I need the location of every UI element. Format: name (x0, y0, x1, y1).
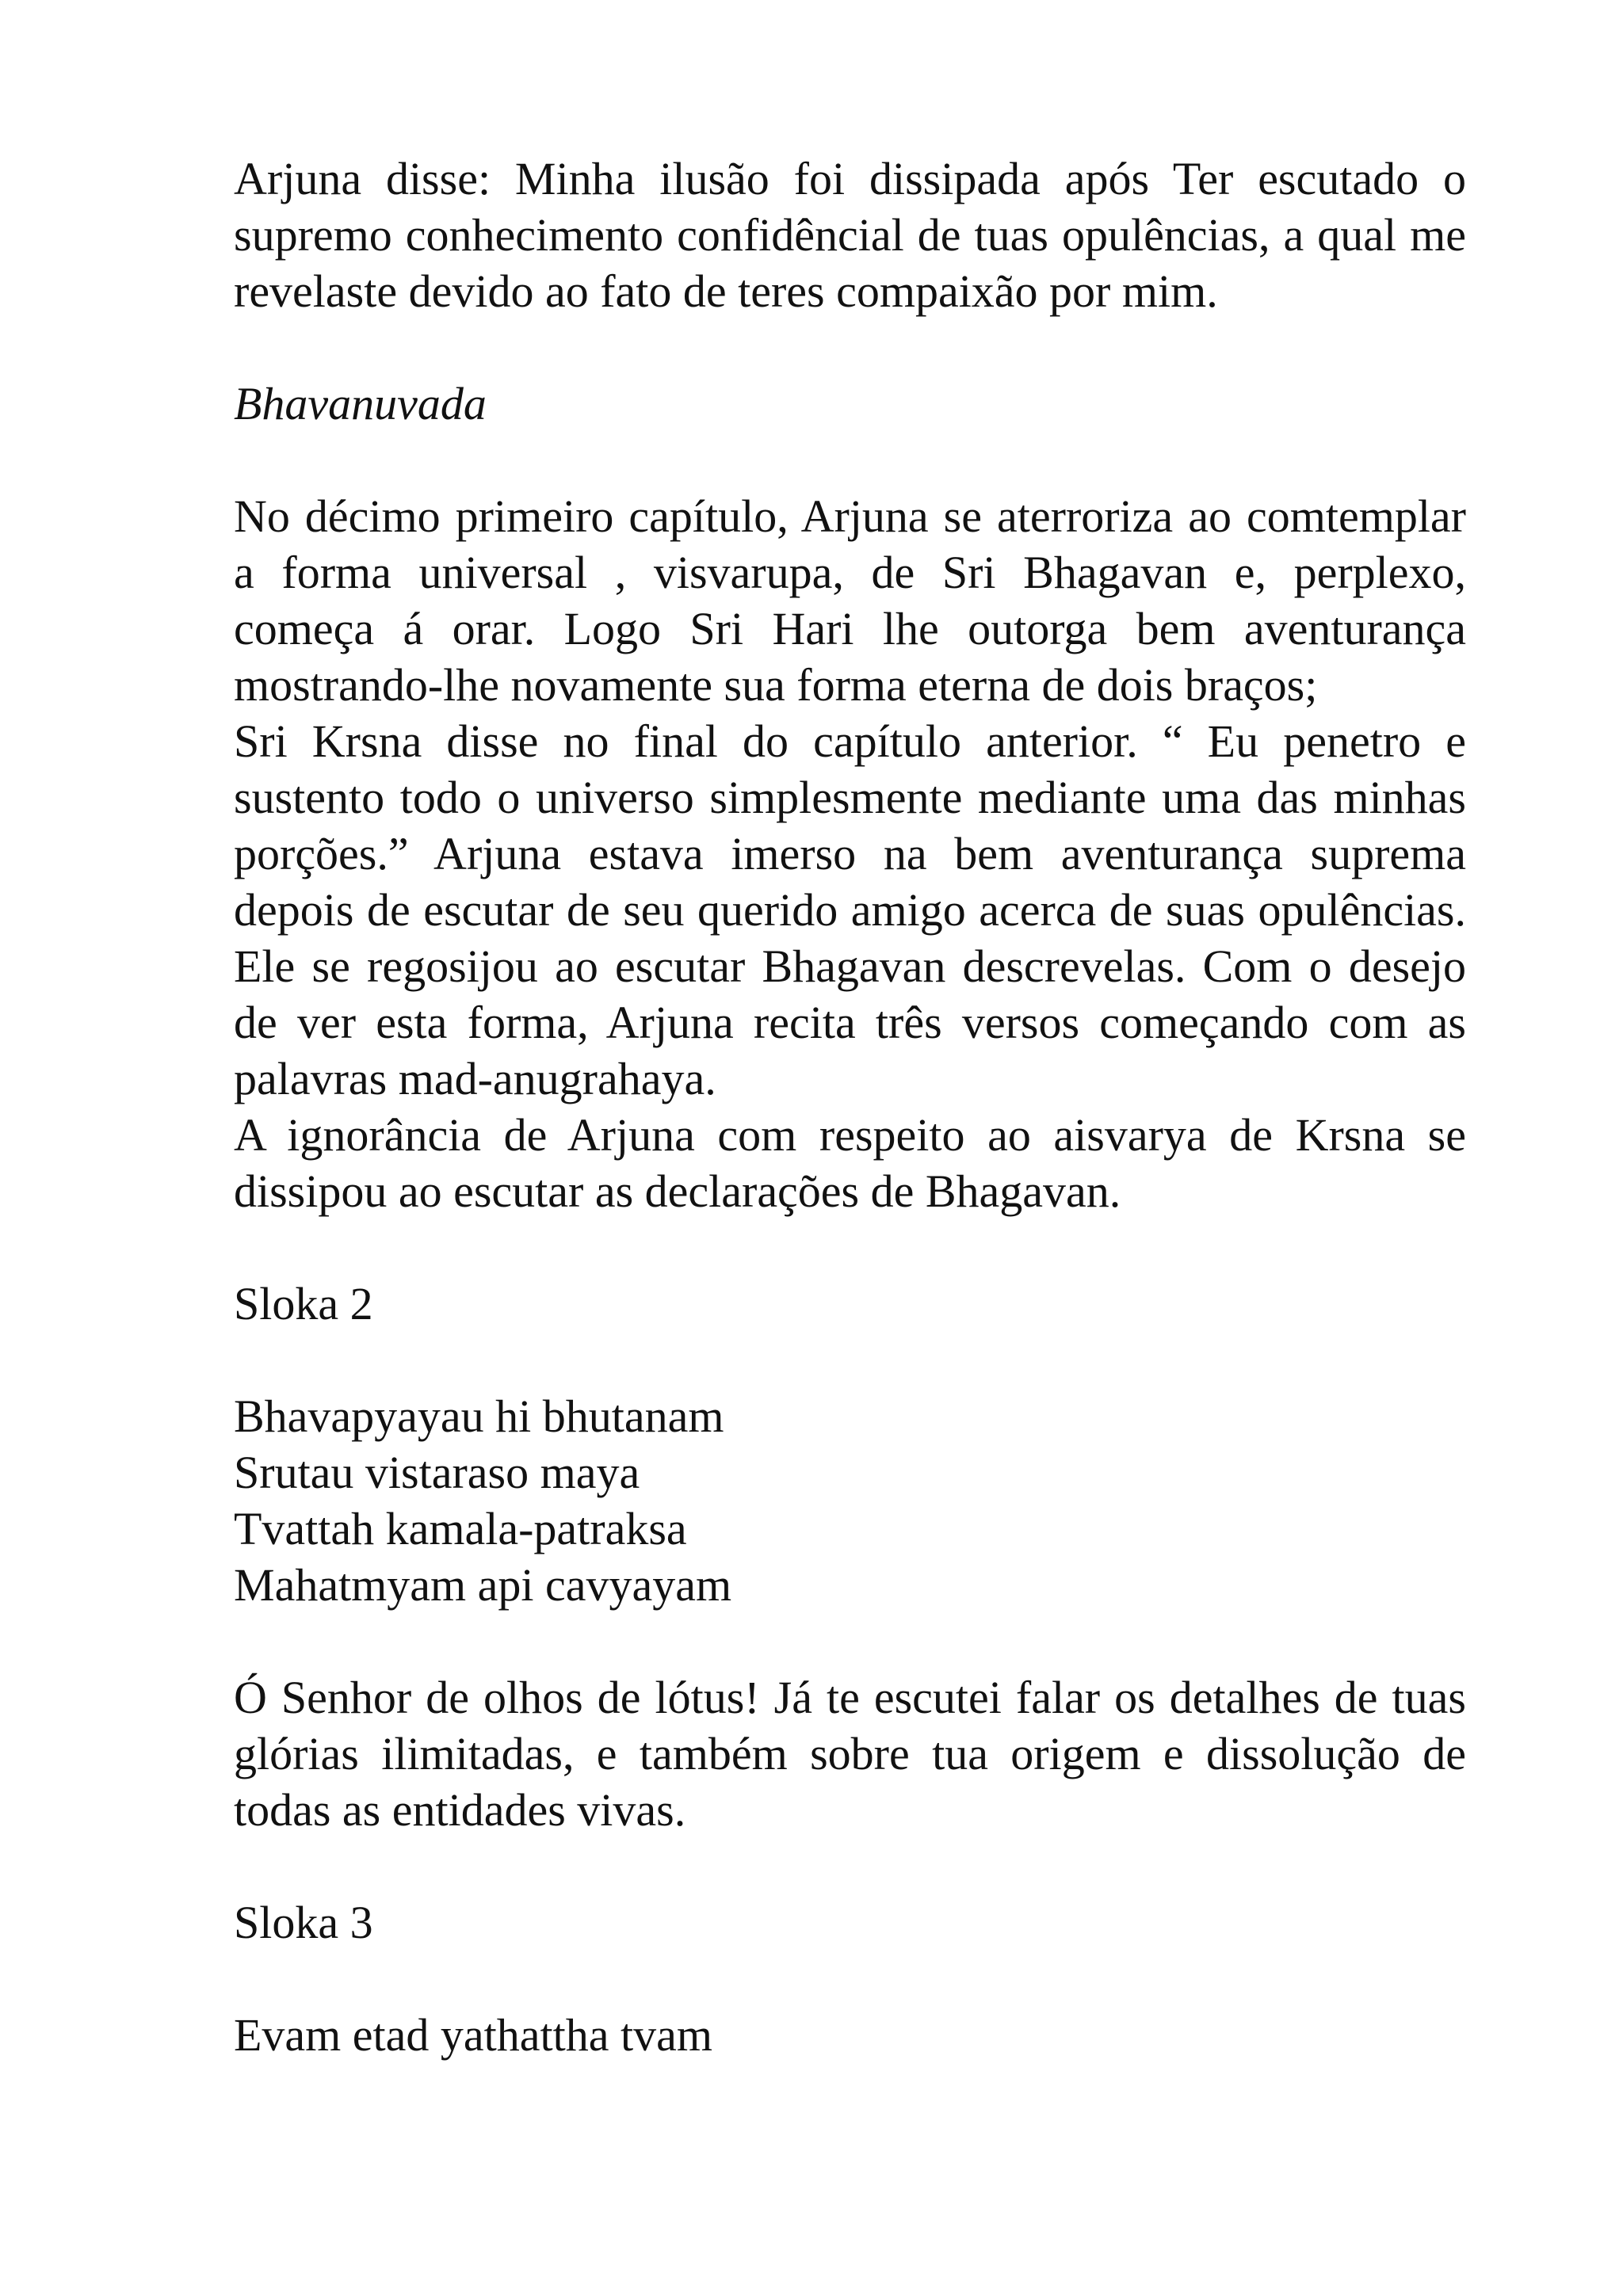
commentary-paragraph-1: No décimo primeiro capítulo, Arjuna se aterroriza ao comtemplar a forma universal , visvarupa, de Sri Bhagavan e, perplexo, começa á orar. Logo Sri Hari lhe outorga bem aventurança mostrando-lhe novamente sua forma eterna de dois braços; (234, 490, 1466, 711)
sloka-2-verse (234, 1388, 1466, 1613)
commentary-heading: Bhavanuvada (234, 378, 487, 429)
intro-paragraph: Arjuna disse: Minha ilusão foi dissipada após Ter escutado o supremo conhecimento confidêncial de tuas opulências, a qual me revelaste devido ao fato de teres compaixão por mim. (234, 153, 1466, 317)
sloka-2-translation: Ó Senhor de olhos de lótus! Já te escutei falar os detalhes de tuas glórias ilimitadas, e também sobre tua origem e dissolução de todas as entidades vivas. (234, 1672, 1466, 1836)
verse-line: Evam etad yathattha tvam (234, 2009, 712, 2061)
verse-line: Bhavapyayau hi bhutanam (234, 1390, 724, 1442)
verse-line: Tvattah kamala-patraksa (234, 1503, 687, 1554)
verse-line: Mahatmyam api cavyayam (234, 1559, 732, 1611)
spacer (234, 319, 1466, 376)
commentary-paragraph-3: A ignorância de Arjuna com respeito ao aisvarya de Krsna se dissipou ao escutar as declarações de Bhagavan. (234, 1109, 1466, 1217)
spacer (234, 1219, 1466, 1276)
spacer (234, 1613, 1466, 1669)
sloka-3-verse (234, 2007, 1466, 2063)
commentary-paragraph-2: Sri Krsna disse no final do capítulo anterior. “ Eu penetro e sustento todo o universo simplesmente mediante uma das minhas porções.” Arjuna estava imerso na bem aventurança suprema depois de escutar de seu querido amigo acerca de suas opulências. Ele se regosijou ao escutar Bhagavan descrevelas. Com o desejo de ver esta forma, Arjuna recita três versos começando com as palavras mad-anugrahaya. (234, 715, 1466, 1104)
spacer (234, 1951, 1466, 2007)
spacer (234, 1332, 1466, 1388)
spacer (234, 1838, 1466, 1894)
verse-line: Srutau vistaraso maya (234, 1447, 640, 1498)
sloka-3-heading: Sloka 3 (234, 1897, 373, 1948)
spacer (234, 432, 1466, 488)
sloka-2-heading: Sloka 2 (234, 1278, 373, 1329)
page-content (234, 151, 1466, 2063)
